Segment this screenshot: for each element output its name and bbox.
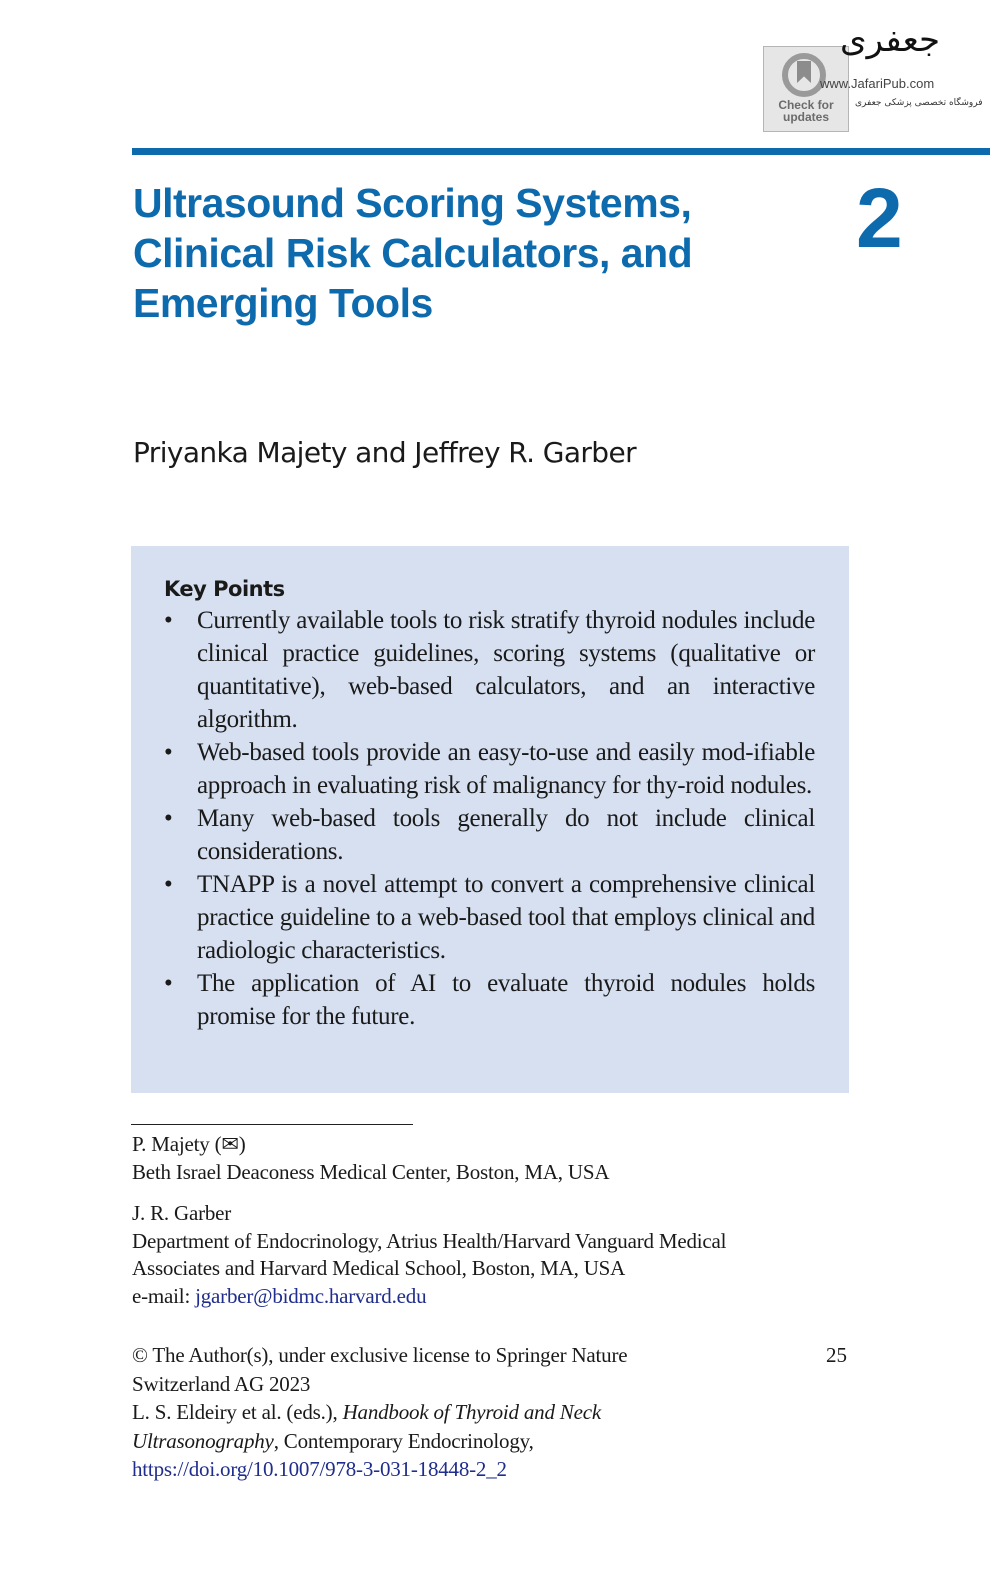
bullet-icon: • (164, 805, 173, 832)
book-title: Handbook of Thyroid and Neck (342, 1400, 601, 1424)
key-points-heading: Key Points (164, 577, 285, 601)
doi-link[interactable]: https://doi.org/10.1007/978-3-031-18448-2_2 (132, 1457, 507, 1481)
copyright-block: © The Author(s), under exclusive license to Springer Nature Switzerland AG 2023 L. S. Eldeiry et al. (eds.), Handbook of Thyroid and Neck Ultrasonography, Contemporary Endocrinology, https://doi.org/10.1007/978-3-031-18448-2_2 (132, 1341, 692, 1484)
author2-dept-line1: Department of Endocrinology, Atrius Health/Harvard Vanguard Medical (132, 1228, 727, 1253)
key-point-item: • Currently available tools to risk stratify thyroid nodules include clinical practice guidelines, scoring systems (qualitative or quantitative), web-based calculators, and an interactive algorithm. (164, 604, 815, 736)
chapter-rule (132, 148, 990, 155)
key-points-box (131, 546, 849, 1093)
author1-affiliation (132, 1131, 609, 1186)
bullet-icon: • (164, 739, 173, 766)
key-point-item: • TNAPP is a novel attempt to convert a comprehensive clinical practice guideline to a web-based tool that employs clinical and radiologic characteristics. (164, 868, 815, 967)
bullet-icon: • (164, 607, 173, 634)
key-points-list (164, 604, 815, 1033)
key-point-item: • The application of AI to evaluate thyroid nodules holds promise for the future. (164, 967, 815, 1033)
bullet-icon: • (164, 970, 173, 997)
author2-affiliation (132, 1200, 726, 1310)
bullet-icon: • (164, 871, 173, 898)
copyright-line1: © The Author(s), under exclusive license to Springer Nature (132, 1343, 628, 1367)
chapter-number: 2 (856, 171, 903, 265)
author2-name: J. R. Garber (132, 1201, 232, 1225)
email-link[interactable]: jgarber@bidmc.harvard.edu (195, 1283, 427, 1308)
copyright-line2: Switzerland AG 2023 (132, 1371, 311, 1396)
author1-institution: Beth Israel Deaconess Medical Center, Boston, MA, USA (132, 1159, 610, 1184)
badge-label: Check for updates (778, 98, 834, 124)
author2-dept-line2: Associates and Harvard Medical School, Boston, MA, USA (132, 1256, 626, 1280)
chapter-authors: Priyanka Majety and Jeffrey R. Garber (133, 436, 637, 469)
watermark-tagline: فروشگاه تخصصی پزشکی جعفری (855, 98, 983, 108)
email-label: e-mail: (132, 1283, 196, 1308)
watermark-url: www.JafariPub.com (820, 76, 935, 91)
watermark-logo-icon: جعفری (840, 20, 940, 60)
chapter-title: Ultrasound Scoring Systems, Clinical Risk Calculators, and Emerging Tools (133, 180, 693, 326)
mail-icon[interactable]: (✉) (214, 1132, 246, 1156)
watermark (820, 20, 990, 120)
key-point-item: • Many web-based tools generally do not include clinical considerations. (164, 802, 815, 868)
author1-name: P. Majety (132, 1132, 210, 1156)
key-point-item: • Web-based tools provide an easy-to-use and easily mod-ifiable approach in evaluating risk of malignancy for thy-roid nodules. (164, 736, 815, 802)
page-number: 25 (826, 1343, 847, 1367)
book-title-cont: Ultrasonography (132, 1428, 274, 1453)
footnote-rule (131, 1124, 413, 1125)
